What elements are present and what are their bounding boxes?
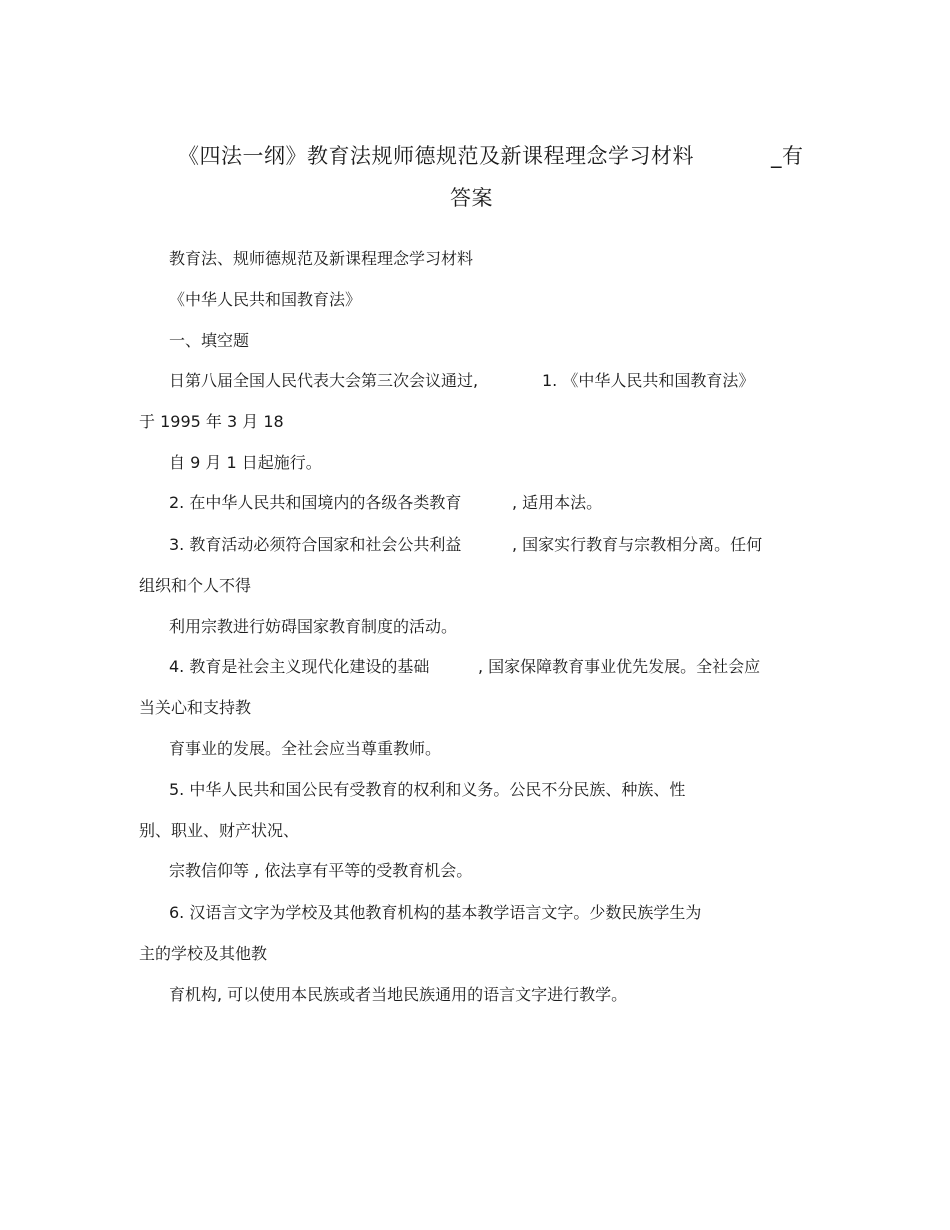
item-1-text-b: 1. 《中华人民共和国教育法》 [542,371,755,390]
item-4-text-b: , 国家保障教育事业优先发展。全社会应 [478,657,761,676]
document-title-suffix: _有 [771,144,804,168]
item-6-text-c: 育机构, 可以使用本民族或者当地民族通用的语言文字进行教学。 [169,985,628,1004]
item-3-text-c: 组织和个人不得 [139,576,252,595]
document-title: 《四法一纲》教育法规师德规范及新课程理念学习材料 [178,144,694,168]
item-4-text-c: 当关心和支持教 [139,698,252,717]
item-5-text-c: 宗教信仰等 , 依法享有平等的受教育机会。 [169,861,473,880]
item-4-text-d: 育事业的发展。全社会应当尊重教师。 [169,739,442,758]
subtitle: 教育法、规师德规范及新课程理念学习材料 [169,249,474,268]
law-name: 《中华人民共和国教育法》 [169,290,362,309]
item-5-text-b: 别、职业、财产状况、 [139,821,300,840]
item-6-text-a: 6. 汉语言文字为学校及其他教育机构的基本教学语言文字。少数民族学生为 [169,903,702,922]
item-3-text-d: 利用宗教进行妨碍国家教育制度的活动。 [169,617,458,636]
item-2-text-b: , 适用本法。 [512,493,603,512]
section-heading: 一、填空题 [169,331,250,350]
item-5-text-a: 5. 中华人民共和国公民有受教育的权利和义务。公民不分民族、种族、性 [169,780,686,799]
item-1-text-d: 自 9 月 1 日起施行。 [169,453,322,472]
item-1-text-a: 日第八届全国人民代表大会第三次会议通过, [169,371,479,390]
item-3-text-b: , 国家实行教育与宗教相分离。任何 [512,535,763,554]
item-1-text-c: 于 1995 年 3 月 18 [139,412,284,431]
item-3-text-a: 3. 教育活动必须符合国家和社会公共利益 [169,535,462,554]
item-4-text-a: 4. 教育是社会主义现代化建设的基础 [169,657,430,676]
item-2-text-a: 2. 在中华人民共和国境内的各级各类教育 [169,493,462,512]
item-6-text-b: 主的学校及其他教 [139,944,268,963]
document-title-line2: 答案 [450,186,493,210]
